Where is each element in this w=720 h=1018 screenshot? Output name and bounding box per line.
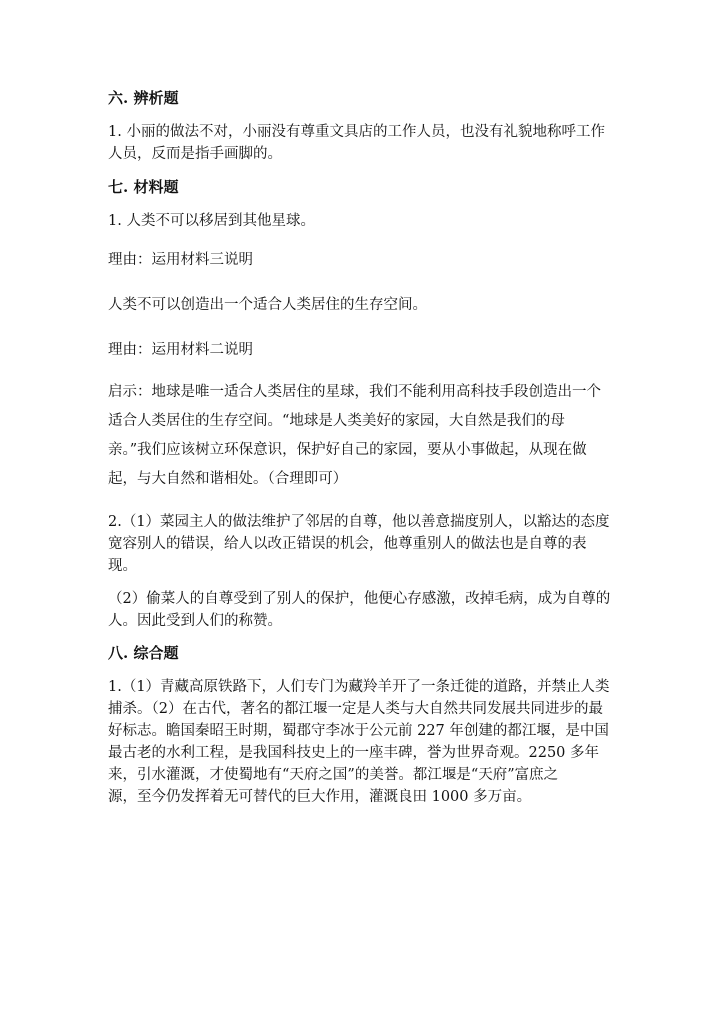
- text-line: 启示：地球是唯一适合人类居住的星球，我们不能利用高科技手段创造出一个: [108, 384, 601, 400]
- text-line: 源，至今仍发挥着无可替代的巨大作用，灌溉良田 1000 多万亩。: [108, 789, 532, 805]
- text-line: 人员，反而是指手画脚的。: [108, 146, 282, 162]
- text-line: 现。: [108, 558, 137, 574]
- text-line: 2.（1）菜园主人的做法维护了邻居的自尊，他以善意揣度别人，以豁达的态度: [108, 514, 610, 530]
- section-heading-8: 八. 综合题: [108, 644, 179, 662]
- text-line: 理由：运用材料三说明: [108, 252, 253, 268]
- text-line: （2）偷菜人的自尊受到了别人的保护，他便心存感激，改掉毛病，成为自尊的: [108, 591, 611, 607]
- text-line: 1.（1）青藏高原铁路下，人们专门为藏羚羊开了一条迁徙的道路，并禁止人类: [108, 679, 610, 695]
- section-heading-7: 七. 材料题: [108, 178, 179, 196]
- text-line: 1. 小丽的做法不对，小丽没有尊重文具店的工作人员，也没有礼貌地称呼工作: [108, 124, 605, 140]
- text-line: 人。因此受到人们的称赞。: [108, 613, 282, 629]
- text-line: 理由：运用材料二说明: [108, 342, 253, 358]
- text-line: 起，与大自然和谐相处。（合理即可）: [108, 471, 348, 487]
- text-line: 宽容别人的错误，给人以改正错误的机会，他尊重别人的做法也是自尊的表: [108, 536, 587, 552]
- text-line: 适合人类居住的生存空间。“地球是人类美好的家园，大自然是我们的母: [108, 413, 565, 429]
- section-heading-6: 六. 辨析题: [108, 89, 179, 107]
- text-line: 亲。”我们应该树立环保意识，保护好自己的家园，要从小事做起，从现在做: [108, 442, 587, 458]
- text-line: 最古老的水利工程，是我国科技史上的一座丰碑，誉为世界奇观。2250 多年: [108, 745, 600, 761]
- text-line: 1. 人类不可以移居到其他星球。: [108, 213, 315, 229]
- text-line: 捕杀。（2）在古代，著名的都江堰一定是人类与大自然共同发展共同进步的最: [108, 701, 603, 717]
- text-line: 来，引水灌溉，才使蜀地有“天府之国”的美誉。都江堰是“天府”富庶之: [108, 767, 559, 783]
- text-line: 人类不可以创造出一个适合人类居住的生存空间。: [108, 297, 427, 313]
- text-line: 好标志。瞻国秦昭王时期，蜀郡守李冰于公元前 227 年创建的都江堰，是中国: [108, 723, 609, 739]
